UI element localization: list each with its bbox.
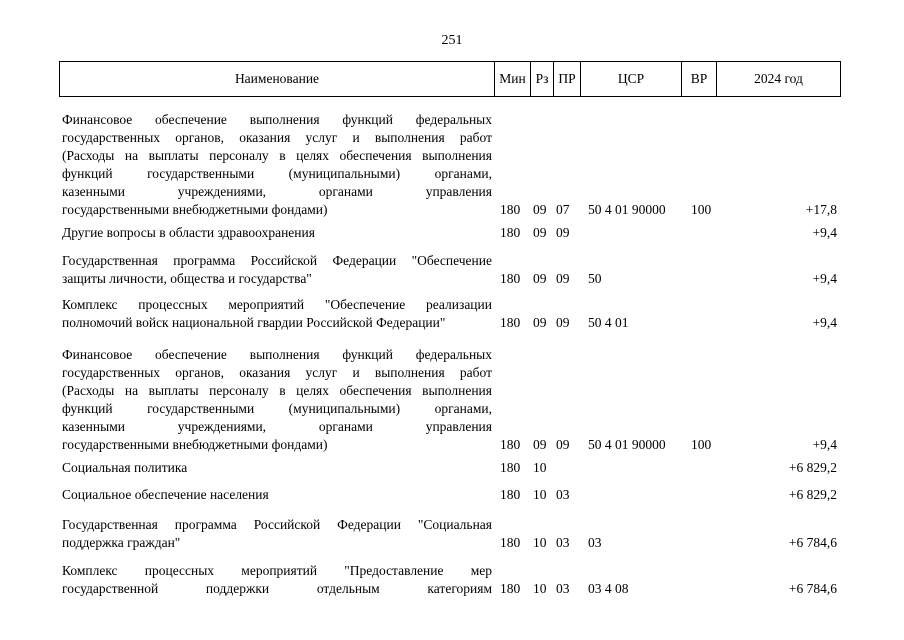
cell-csr: 03 4 08: [588, 581, 629, 596]
row-name: [62, 224, 492, 242]
cell-pr: 03: [556, 535, 570, 550]
cell-csr: 50 4 01: [588, 315, 629, 330]
row-name-line: казенными учреждениями, органами управления: [62, 184, 492, 199]
cell-min: 180: [500, 271, 521, 286]
row-name-line: Государственная программа Российской Федерации "Социальная: [62, 517, 492, 532]
cell-pr: 09: [556, 225, 570, 240]
cell-amount: +6 829,2: [788, 460, 837, 475]
table-row: [0, 516, 904, 552]
cell-vr: 100: [691, 202, 712, 217]
row-name: [62, 252, 492, 288]
table-row: [0, 252, 904, 288]
cell-vr: 100: [691, 437, 712, 452]
cell-rz: 09: [533, 202, 547, 217]
cell-pr: 09: [556, 315, 570, 330]
header-year: 2024 год: [717, 62, 841, 97]
table-row: [0, 486, 904, 504]
table-row: [0, 562, 904, 598]
row-name-line: полномочий войск национальной гвардии Российской Федерации": [62, 315, 446, 330]
cell-min: 180: [500, 581, 521, 596]
row-name-line: Другие вопросы в области здравоохранения: [62, 225, 315, 240]
row-name-line: государственными внебюджетными фондами): [62, 437, 328, 452]
row-name-line: государственными внебюджетными фондами): [62, 202, 328, 217]
cell-rz: 09: [533, 437, 547, 452]
row-name-line: Комплекс процессных мероприятий "Обеспечение реализации: [62, 297, 492, 312]
cell-amount: +9,4: [812, 271, 837, 286]
row-name-line: функций государственными (муниципальными) органами,: [62, 401, 492, 416]
cell-min: 180: [500, 202, 521, 217]
row-name: [62, 346, 492, 454]
cell-min: 180: [500, 460, 521, 475]
cell-rz: 09: [533, 315, 547, 330]
cell-amount: +6 784,6: [788, 535, 837, 550]
table-header: [59, 61, 841, 97]
row-name-line: Государственная программа Российской Федерации "Обеспечение: [62, 253, 492, 268]
cell-rz: 09: [533, 271, 547, 286]
cell-min: 180: [500, 487, 521, 502]
cell-min: 180: [500, 225, 521, 240]
header-vr: ВР: [682, 62, 717, 97]
cell-min: 180: [500, 315, 521, 330]
row-name: [62, 486, 492, 504]
cell-csr: 50: [588, 271, 602, 286]
cell-amount: +6 829,2: [788, 487, 837, 502]
table-row: [0, 459, 904, 477]
cell-rz: 10: [533, 535, 547, 550]
header-pr: ПР: [554, 62, 581, 97]
row-name-line: поддержка граждан": [62, 535, 181, 550]
row-name: [62, 562, 492, 598]
cell-pr: 03: [556, 581, 570, 596]
row-name-line: Комплекс процессных мероприятий "Предоставление мер: [62, 563, 492, 578]
row-name-line: Финансовое обеспечение выполнения функций федеральных: [62, 112, 492, 127]
table-row: [0, 111, 904, 219]
cell-rz: 10: [533, 460, 547, 475]
cell-amount: +17,8: [805, 202, 837, 217]
cell-min: 180: [500, 437, 521, 452]
cell-csr: 03: [588, 535, 602, 550]
row-name-line: государственных органов, оказания услуг и выполнения работ: [62, 365, 492, 380]
cell-amount: +6 784,6: [788, 581, 837, 596]
table-row: [0, 224, 904, 242]
row-name-line: казенными учреждениями, органами управления: [62, 419, 492, 434]
row-name-line: (Расходы на выплаты персоналу в целях обеспечения выполнения: [62, 383, 492, 398]
cell-pr: 09: [556, 437, 570, 452]
page-number: 251: [441, 33, 463, 48]
table-row: [0, 346, 904, 454]
row-name-line: Финансовое обеспечение выполнения функций федеральных: [62, 347, 492, 362]
cell-amount: +9,4: [812, 437, 837, 452]
row-name: [62, 516, 492, 552]
row-name-line: государственной поддержки отдельным категориям: [62, 581, 492, 596]
cell-pr: 09: [556, 271, 570, 286]
row-name: [62, 296, 492, 332]
cell-min: 180: [500, 535, 521, 550]
cell-rz: 10: [533, 487, 547, 502]
cell-amount: +9,4: [812, 315, 837, 330]
row-name-line: (Расходы на выплаты персоналу в целях обеспечения выполнения: [62, 148, 492, 163]
row-name: [62, 111, 492, 219]
row-name-line: Социальное обеспечение населения: [62, 487, 269, 502]
row-name-line: государственных органов, оказания услуг и выполнения работ: [62, 130, 492, 145]
cell-pr: 03: [556, 487, 570, 502]
cell-pr: 07: [556, 202, 570, 217]
header-name: Наименование: [60, 62, 495, 97]
cell-csr: 50 4 01 90000: [588, 437, 666, 452]
cell-rz: 10: [533, 581, 547, 596]
header-min: Мин: [495, 62, 531, 97]
table-row: [0, 296, 904, 332]
cell-rz: 09: [533, 225, 547, 240]
row-name-line: защиты личности, общества и государства": [62, 271, 312, 286]
row-name: [62, 459, 492, 477]
row-name-line: Социальная политика: [62, 460, 188, 475]
cell-amount: +9,4: [812, 225, 837, 240]
header-rz: Рз: [531, 62, 554, 97]
cell-csr: 50 4 01 90000: [588, 202, 666, 217]
row-name-line: функций государственными (муниципальными) органами,: [62, 166, 492, 181]
header-csr: ЦСР: [581, 62, 682, 97]
